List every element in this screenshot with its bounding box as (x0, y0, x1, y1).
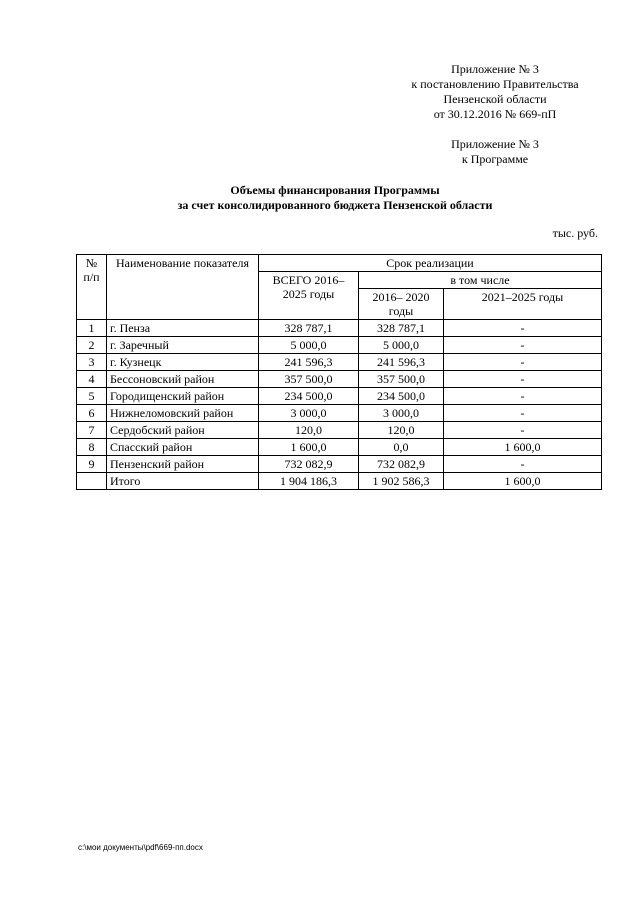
header-including: в том числе (359, 272, 602, 289)
annex-resolution-line4: от 30.12.2016 № 669-пП (433, 107, 557, 121)
row-total: 1 600,0 (259, 439, 359, 456)
row-2021-2025: - (444, 388, 602, 405)
annex-program-line2: к Программе (461, 152, 529, 166)
row-2021-2025: - (444, 337, 602, 354)
row-2016-2020: 234 500,0 (359, 388, 444, 405)
table-row (77, 371, 602, 388)
footer-file-path: c:\мои документы\pdf\669-пп.docx (78, 843, 203, 852)
total-row-total: 1 904 186,3 (259, 473, 359, 490)
row-num: 8 (77, 439, 107, 456)
row-num: 4 (77, 371, 107, 388)
row-2016-2020: 120,0 (359, 422, 444, 439)
annex-resolution-line3: Пензенской области (443, 92, 547, 106)
row-2016-2020: 357 500,0 (359, 371, 444, 388)
annex-program-block (360, 137, 630, 167)
table-row (77, 337, 602, 354)
table-row (77, 354, 602, 371)
units-label: тыс. руб. (552, 226, 598, 240)
row-2016-2020: 5 000,0 (359, 337, 444, 354)
row-total: 732 082,9 (259, 456, 359, 473)
row-total: 3 000,0 (259, 405, 359, 422)
table-row (77, 439, 602, 456)
total-row-name: Итого (107, 473, 259, 490)
row-2016-2020: 3 000,0 (359, 405, 444, 422)
financing-table (76, 254, 602, 490)
row-name: Бессоновский район (107, 371, 259, 388)
header-2021-2025: 2021–2025 годы (444, 289, 602, 320)
row-total: 120,0 (259, 422, 359, 439)
row-name: г. Заречный (107, 337, 259, 354)
total-row-2016-2020: 1 902 586,3 (359, 473, 444, 490)
row-2016-2020: 0,0 (359, 439, 444, 456)
row-2021-2025: - (444, 405, 602, 422)
row-name: г. Пенза (107, 320, 259, 337)
table-row (77, 320, 602, 337)
row-num: 3 (77, 354, 107, 371)
row-num: 7 (77, 422, 107, 439)
row-2021-2025: - (444, 422, 602, 439)
row-num: 9 (77, 456, 107, 473)
row-name: Спасский район (107, 439, 259, 456)
row-num: 2 (77, 337, 107, 354)
row-2021-2025: 1 600,0 (444, 439, 602, 456)
row-total: 5 000,0 (259, 337, 359, 354)
row-total: 357 500,0 (259, 371, 359, 388)
table-total-row (77, 473, 602, 490)
annex-resolution-line2: к постановлению Правительства (411, 77, 579, 91)
table-row (77, 456, 602, 473)
row-total: 328 787,1 (259, 320, 359, 337)
row-name: г. Кузнецк (107, 354, 259, 371)
annex-resolution-block (360, 62, 630, 122)
row-total: 241 596,3 (259, 354, 359, 371)
header-total: ВСЕГО 2016– 2025 годы (259, 272, 359, 320)
row-num: 5 (77, 388, 107, 405)
row-2021-2025: - (444, 354, 602, 371)
total-row-2021-2025: 1 600,0 (444, 473, 602, 490)
title-line2: за счет консолидированного бюджета Пензенской области (177, 198, 493, 212)
row-2016-2020: 732 082,9 (359, 456, 444, 473)
row-2021-2025: - (444, 371, 602, 388)
header-name: Наименование показателя (107, 255, 259, 320)
row-name: Пензенский район (107, 456, 259, 473)
header-num: № п/п (77, 255, 107, 320)
header-period: Срок реализации (259, 255, 602, 272)
row-num: 1 (77, 320, 107, 337)
row-name: Городищенский район (107, 388, 259, 405)
row-name: Нижнеломовский район (107, 405, 259, 422)
row-total: 234 500,0 (259, 388, 359, 405)
annex-resolution-line1: Приложение № 3 (451, 62, 539, 76)
header-2016-2020: 2016– 2020 годы (359, 289, 444, 320)
total-row-num (77, 473, 107, 490)
row-2021-2025: - (444, 456, 602, 473)
table-row (77, 388, 602, 405)
row-2016-2020: 328 787,1 (359, 320, 444, 337)
title-line1: Объемы финансирования Программы (230, 183, 440, 197)
annex-program-line1: Приложение № 3 (451, 137, 539, 151)
document-title (80, 183, 590, 213)
row-2021-2025: - (444, 320, 602, 337)
row-name: Сердобский район (107, 422, 259, 439)
table-row (77, 405, 602, 422)
table-row (77, 422, 602, 439)
row-2016-2020: 241 596,3 (359, 354, 444, 371)
row-num: 6 (77, 405, 107, 422)
